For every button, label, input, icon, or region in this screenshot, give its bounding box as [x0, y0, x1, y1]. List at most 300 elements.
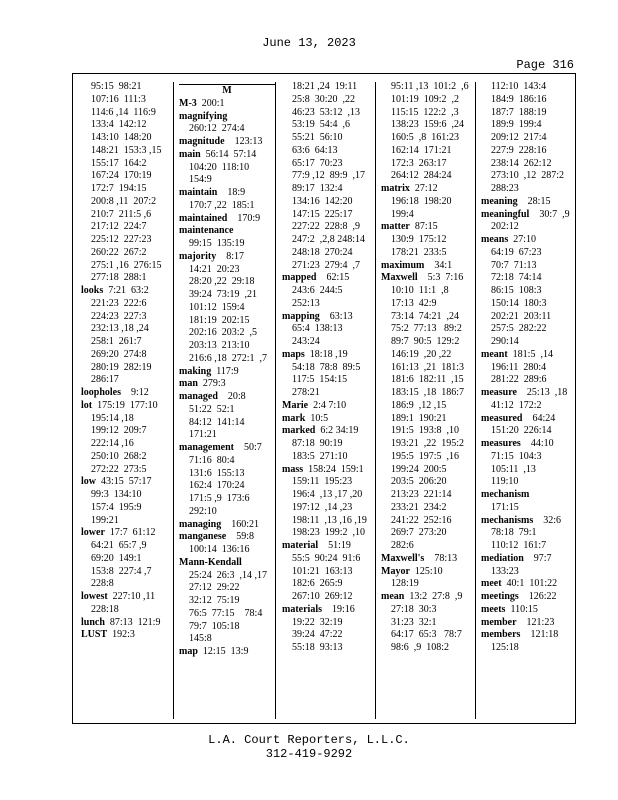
index-term: member	[481, 616, 517, 628]
index-term: lowest	[81, 591, 108, 602]
page-line-refs: 12:15 13:9	[197, 646, 249, 657]
page-line-refs: 25:8 30:20 ,22	[292, 93, 356, 105]
page-line-refs: 115:15 122:2 ,3	[391, 106, 459, 118]
index-entry	[179, 187, 275, 200]
page-line-refs: 202:12	[491, 221, 519, 233]
page-line-refs: 203:13 213:10	[189, 340, 250, 351]
page-line-refs: 213:23 221:14	[391, 489, 452, 500]
page-line-refs: 117:9	[211, 365, 239, 377]
footer-phone: 312-419-9292	[265, 747, 353, 761]
index-entry	[381, 221, 477, 234]
index-entry	[179, 251, 275, 264]
index-entry	[282, 464, 378, 477]
index-term: maintenance	[179, 225, 234, 237]
page-line-refs: 195:14 ,18	[91, 412, 134, 424]
index-entry	[481, 413, 577, 426]
page-line-refs: 17:13 42:9	[391, 297, 437, 309]
page-line-refs: 55:5 90:24 91:6	[292, 552, 361, 564]
index-entry	[381, 566, 477, 579]
column-divider	[275, 82, 276, 719]
index-entry	[381, 553, 477, 566]
index-column-3	[282, 81, 378, 655]
page-line-refs: 217:12 224:7	[91, 221, 147, 233]
page-line-refs: 114:6 ,14 116:9	[91, 106, 156, 118]
page-line-refs: 257:5 282:22	[491, 323, 547, 335]
index-column-5	[481, 81, 577, 655]
index-entry	[481, 591, 577, 604]
index-column-2	[179, 81, 275, 659]
page-line-refs: 195:5 197:5 ,16	[391, 450, 460, 462]
page-line-refs: 209:12 217:4	[491, 132, 547, 143]
page-line-refs: 73:14 74:21 ,24	[391, 310, 460, 322]
page-line-refs: 272:22 273:5	[91, 463, 147, 475]
index-term: man	[179, 378, 198, 390]
page-line-refs: 162:14 171:21	[391, 144, 452, 156]
index-entry	[282, 425, 378, 438]
index-entry	[81, 476, 177, 489]
page-line-refs: 63:6 64:13	[292, 144, 338, 156]
page-line-refs: 192:3	[107, 629, 135, 641]
page-line-refs: 260:12 274:4	[189, 123, 245, 135]
page-line-refs: 43:15 57:17	[96, 476, 152, 488]
page-line-refs: 54:18 78:8 89:5	[292, 361, 361, 373]
index-entry	[81, 629, 177, 642]
page-line-refs: 50:7	[234, 442, 262, 453]
page-line-refs: 87:13 121:9	[104, 616, 161, 628]
page-line-refs: 288:23	[491, 183, 519, 194]
page-line-refs: 187:7 188:19	[491, 106, 547, 118]
page-line-refs: 7:21 63:2	[103, 285, 149, 296]
page-line-refs: 62:15	[316, 272, 350, 284]
page-line-refs: 18:18 ,19	[304, 348, 348, 360]
page-line-refs: 71:16 80:4	[189, 454, 235, 466]
page-line-refs: 95:11 ,13 101:2 ,6	[391, 81, 469, 92]
page-line-refs: 286:17	[91, 374, 119, 386]
page-line-refs: 202:21 203:11	[491, 310, 552, 322]
index-term: maximum	[381, 259, 425, 271]
page-line-refs: 250:10 268:2	[91, 450, 147, 462]
page-line-refs: 28:20 ,22 29:18	[189, 276, 255, 288]
page-line-refs: 186:9 ,12 ,15	[391, 399, 447, 411]
index-column-4	[381, 81, 477, 655]
page-line-refs: 243:24	[292, 336, 320, 347]
page-line-refs: 123:13	[224, 136, 263, 147]
page-line-refs: 197:12 ,14 ,23	[292, 501, 353, 513]
page-line-refs: 199:4	[391, 208, 414, 220]
page-line-refs: 64:17 65:3 78:7	[391, 629, 462, 641]
page-line-refs: 171:15	[491, 501, 519, 513]
page-line-refs: 101:21 163:13	[292, 565, 353, 577]
page-line-refs: 79:7 105:18	[189, 620, 240, 632]
page-line-refs: 178:21 233:5	[391, 246, 447, 258]
index-term: materials	[282, 603, 322, 615]
page-line-refs: 238:14 262:12	[491, 157, 552, 169]
index-term: Mann-Kendall	[179, 556, 242, 568]
page-line-refs: 30:7 ,9	[529, 208, 570, 220]
page-line-refs: 99:3 134:10	[91, 489, 142, 500]
page-line-refs: 55:21 56:10	[292, 132, 343, 143]
index-entry	[179, 391, 275, 404]
page-line-refs: 189:1 190:21	[391, 412, 447, 424]
index-term: main	[179, 148, 201, 160]
page-line-refs: 87:15	[409, 221, 438, 233]
column-divider	[173, 82, 174, 719]
page-line-refs: 71:15 104:3	[491, 450, 542, 462]
page-line-refs: 32:12 75:19	[189, 595, 240, 606]
page-line-refs: 84:12 141:14	[189, 416, 245, 428]
page-line-refs: 95:15 98:21	[91, 81, 142, 92]
index-entry	[81, 400, 177, 413]
page-line-refs: 5:3 7:16	[417, 272, 464, 284]
index-term: manganese	[179, 531, 227, 543]
page-line-refs: 64:19 67:23	[491, 246, 542, 258]
page-line-refs: 117:5 154:15	[292, 374, 348, 386]
index-term: measure	[481, 387, 517, 398]
index-entry	[481, 387, 577, 400]
index-entry	[481, 604, 577, 617]
page-line-refs: 282:6	[391, 540, 414, 551]
index-term: lot	[81, 399, 93, 411]
index-entry	[179, 646, 275, 659]
index-entry	[481, 234, 577, 247]
index-entry	[179, 378, 275, 391]
page-line-refs: 46:23 53:12 ,13	[292, 106, 361, 118]
page-line-refs: 51:19	[318, 540, 351, 551]
index-term: mark	[282, 412, 306, 424]
page-line-refs: 121:23	[516, 616, 555, 628]
page-line-refs: 8:17	[216, 250, 244, 262]
page-line-refs: 65:4 138:13	[292, 323, 343, 335]
index-entry	[481, 515, 577, 528]
footer-company: L.A. Court Reporters, L.L.C.	[208, 733, 410, 747]
page-line-refs: 40:1 101:22	[501, 578, 558, 590]
page-line-refs: 160:21	[221, 518, 260, 530]
page-line-refs: 199:12 209:7	[91, 425, 147, 437]
index-term: maintain	[179, 187, 218, 198]
page-line-refs: 27:18 30:3	[391, 603, 437, 615]
page-line-refs: 51:22 52:1	[189, 403, 235, 415]
page-line-refs: 232:13 ,18 ,24	[91, 323, 149, 335]
page-line-refs: 193:21 ,22 195:2	[391, 438, 465, 449]
page-line-refs: 17:7 61:12	[104, 527, 156, 539]
index-term: Maxwell	[381, 272, 418, 284]
index-term: Maxwell's	[381, 552, 425, 564]
page-line-refs: 13:2 27:8 ,9	[404, 591, 463, 602]
page-line-refs: 167:24 170:19	[91, 170, 152, 182]
page-line-refs: 89:7 90:5 129:2	[391, 336, 460, 347]
page-line-refs: 200:1	[196, 97, 225, 109]
index-entry	[179, 519, 275, 532]
index-entry	[179, 213, 275, 226]
page-line-refs: 101:19 109:2 ,2	[391, 93, 460, 105]
index-term: managing	[179, 518, 222, 530]
index-entry	[481, 489, 577, 502]
page-line-refs: 260:22 267:2	[91, 246, 147, 258]
page-line-refs: 181:19 202:15	[189, 314, 250, 326]
index-entry	[81, 591, 177, 604]
index-term: map	[179, 646, 198, 657]
index-term: mechanisms	[481, 514, 534, 526]
index-term: loopholes	[81, 387, 122, 398]
index-term: making	[179, 365, 212, 377]
index-entry	[179, 442, 275, 455]
page-line-refs: 99:15 135:19	[189, 238, 245, 249]
page-line-refs: 97:7	[523, 552, 552, 564]
index-entry	[481, 196, 577, 209]
index-term: looks	[81, 285, 104, 296]
page-line-refs: 183:5 271:10	[292, 450, 348, 462]
page-line-refs: 228:18	[91, 603, 119, 615]
page-line-refs: 280:19 282:19	[91, 361, 152, 373]
page-line-refs: 148:21 153:3 ,15	[91, 144, 162, 156]
page-line-refs: 77:9 ,12 89:9 ,17	[292, 170, 366, 182]
page-line-refs: 126:22	[518, 591, 557, 602]
index-term: meant	[481, 348, 508, 360]
page-line-refs: 221:23 222:6	[91, 297, 147, 309]
page-line-refs: 107:16 111:3	[91, 93, 146, 105]
page-line-refs: 181:6 182:11 ,15	[391, 374, 464, 386]
page-line-refs: 281:22 289:6	[491, 374, 547, 386]
page-line-refs: 225:12 227:23	[91, 234, 152, 245]
index-entry	[282, 311, 378, 324]
page-line-refs: 189:9 199:4	[491, 119, 542, 131]
page-line-refs: 247:2 ,2,8 248:14	[292, 234, 366, 245]
page-line-refs: 158:24 159:1	[303, 463, 364, 475]
page-line-refs: 224:23 227:3	[91, 310, 147, 322]
index-entry	[481, 209, 577, 222]
page-line-refs: 175:19 177:10	[92, 399, 158, 411]
page-line-refs: 110:12 161:7	[491, 540, 547, 551]
index-term: Marie	[282, 399, 309, 411]
page-line-refs: 267:10 269:12	[292, 591, 353, 602]
page-line-refs: 53:19 54:4 ,6	[292, 119, 351, 131]
index-term: matrix	[381, 183, 410, 194]
page-line-refs: 6:2 34:19	[315, 425, 359, 437]
page-line-refs: 243:6 244:5	[292, 285, 343, 296]
index-term: material	[282, 540, 319, 551]
page-line-refs: 279:3	[197, 378, 226, 390]
page-line-refs: 76:5 77:15 78:4	[189, 607, 263, 619]
page-line-refs: 25:13 ,18	[516, 387, 568, 398]
page-line-refs: 110:15	[505, 603, 538, 615]
page-line-refs: 56:14 57:14	[200, 148, 257, 160]
page-line-refs: 18:9	[217, 187, 246, 198]
page-line-refs: 18:21 ,24 19:11	[292, 81, 358, 92]
page-line-refs: 172:3 263:17	[391, 157, 447, 169]
index-term: meetings	[481, 591, 519, 602]
index-entry	[481, 578, 577, 591]
page-line-refs: 269:20 274:8	[91, 348, 147, 360]
index-term: low	[81, 476, 96, 488]
index-entry	[381, 591, 477, 604]
page-line-refs: 28:15	[517, 195, 551, 207]
page-line-refs: 199:24 200:5	[391, 463, 447, 475]
index-entry	[282, 400, 378, 413]
page-line-refs: 63:13	[319, 310, 353, 322]
page-line-refs: 210:7 211:5 ,6	[91, 208, 152, 220]
page-line-refs: 162:4 170:24	[189, 480, 245, 492]
index-term: meet	[481, 578, 502, 590]
page-line-refs: 19:16	[322, 603, 355, 615]
index-entry	[179, 98, 275, 111]
page-line-refs: 78:13	[424, 552, 458, 564]
page-line-refs: 138:23 159:6 ,24	[391, 119, 465, 131]
page-line-refs: 199:21	[91, 514, 119, 526]
index-term: marked	[282, 425, 316, 437]
section-letter-heading: M	[179, 84, 275, 98]
page-line-refs: 147:15 225:17	[292, 208, 353, 220]
page-line-refs: 196:11 280:4	[491, 361, 547, 373]
page-line-refs: 157:4 195:9	[91, 501, 142, 513]
index-term: meets	[481, 603, 506, 615]
index-entry	[481, 629, 577, 642]
page-line-refs: 216:6 ,18 272:1 ,7	[189, 352, 268, 364]
index-entry	[381, 272, 477, 285]
page-line-refs: 65:17 70:23	[292, 157, 343, 169]
page-line-refs: 104:20 118:10	[189, 161, 250, 173]
index-term: matter	[381, 221, 410, 233]
index-term: magnitude	[179, 136, 225, 147]
page-line-refs: 133:4 142:12	[91, 119, 147, 131]
page-line-refs: 271:23 279:4 ,7	[292, 259, 361, 271]
page-line-refs: 31:23 32:1	[391, 616, 437, 628]
index-entry	[282, 272, 378, 285]
index-entry	[81, 387, 177, 400]
index-entry	[282, 604, 378, 617]
page-line-refs: 171:5 ,9 173:6	[189, 493, 250, 504]
page-line-refs: 10:10 11:1 ,8	[391, 285, 449, 296]
index-entry	[179, 225, 275, 238]
page-line-refs: 227:22 228:8 ,9	[292, 221, 361, 233]
page-line-refs: 227:10 ,11	[107, 591, 156, 602]
index-entry	[282, 349, 378, 362]
index-term: mass	[282, 463, 304, 475]
index-entry	[81, 617, 177, 630]
index-term: means	[481, 234, 509, 245]
page-line-refs: 252:13	[292, 297, 320, 309]
page-line-refs: 258:1 261:7	[91, 336, 142, 347]
page-line-refs: 196:4 ,13 ,17 ,20	[292, 489, 363, 500]
page-line-refs: 10:5	[305, 412, 329, 424]
page-line-refs: 269:7 273:20	[391, 527, 447, 539]
index-term: LUST	[81, 629, 108, 641]
index-term: lunch	[81, 616, 105, 628]
page-line-refs: 233:21 234:2	[391, 501, 447, 513]
page-line-refs: 171:21	[189, 429, 217, 441]
page-line-refs: 125:10	[409, 565, 443, 577]
page-line-refs: 75:2 77:13 89:2	[391, 323, 462, 335]
page-line-refs: 121:18	[520, 629, 559, 641]
index-term: mean	[381, 591, 405, 602]
page-line-refs: 19:22 32:19	[292, 616, 343, 628]
page-line-refs: 275:1 ,16 276:15	[91, 259, 162, 271]
page-line-refs: 155:17 164:2	[91, 157, 147, 169]
index-column-1	[81, 81, 177, 642]
index-term: measured	[481, 412, 523, 424]
page-line-refs: 39:24 47:22	[292, 629, 343, 641]
page-line-refs: 25:24 26:3 ,14 ,17	[189, 569, 268, 581]
page-line-refs: 146:19 ,20 ,22	[391, 348, 452, 360]
page-line-refs: 248:18 270:24	[292, 246, 353, 258]
index-term: mediation	[481, 552, 524, 564]
page-line-refs: 203:5 206:20	[391, 476, 447, 488]
page-line-refs: 27:10	[508, 234, 537, 245]
page-line-refs: 89:17 132:4	[292, 183, 343, 194]
page-line-refs: 41:12 172:2	[491, 399, 542, 411]
index-entry	[81, 285, 177, 298]
page-line-refs: 27:12	[409, 183, 438, 194]
page-line-refs: 86:15 108:3	[491, 285, 542, 296]
index-term: mechanism	[481, 489, 530, 500]
page-line-refs: 78:18 79:1	[491, 527, 537, 539]
index-term: members	[481, 629, 521, 641]
page-line-refs: 64:24	[522, 412, 556, 424]
page-line-refs: 241:22 252:16	[391, 514, 452, 526]
page-line-refs: 154:9	[189, 174, 212, 186]
page-line-refs: 153:8 227:4 ,7	[91, 565, 152, 577]
index-term: measures	[481, 438, 521, 449]
index-entry	[381, 260, 477, 273]
index-term: maintained	[179, 212, 228, 224]
index-entry	[481, 438, 577, 451]
page-line-refs: 278:21	[292, 387, 320, 398]
page-line-refs: 112:10 143:4	[491, 81, 547, 92]
page-line-refs: 228:8	[91, 578, 114, 590]
index-entry	[179, 136, 275, 149]
page-line-refs: 32:6	[533, 514, 562, 526]
page-line-refs: 44:10	[520, 438, 554, 449]
header-date: June 13, 2023	[262, 36, 356, 50]
page-line-refs: 87:18 90:19	[292, 438, 343, 449]
index-entry	[481, 553, 577, 566]
page-line-refs: 182:6 265:9	[292, 578, 343, 590]
page-line-refs: 64:21 65:7 ,9	[91, 540, 147, 551]
column-divider	[375, 82, 376, 719]
page-line-refs: 59:8	[226, 531, 255, 543]
index-entry	[81, 527, 177, 540]
page-line-refs: 191:5 193:8 ,10	[391, 425, 460, 437]
index-term: mapped	[282, 272, 317, 284]
page-line-refs: 20:8	[217, 391, 246, 402]
page-line-refs: 130:9 175:12	[391, 234, 447, 245]
page-line-refs: 183:15 ,18 186:7	[391, 387, 465, 398]
page-line-refs: 198:11 ,13 ,16 ,19	[292, 514, 367, 526]
index-entry	[179, 111, 275, 124]
page-line-refs: 72:18 74:14	[491, 272, 542, 284]
index-entry	[179, 557, 275, 570]
page-line-refs: 292:10	[189, 505, 217, 517]
page-line-refs: 273:10 ,12 287:2	[491, 170, 565, 182]
page-line-refs: 181:5 ,14	[507, 348, 553, 360]
page-line-refs: 172:7 194:15	[91, 183, 147, 194]
index-term: meaning	[481, 195, 518, 207]
index-term: meaningful	[481, 208, 530, 220]
index-entry	[481, 349, 577, 362]
page-line-refs: 105:11 ,13	[491, 463, 536, 475]
page-line-refs: 264:12 284:24	[391, 170, 452, 182]
page-line-refs: 170:7 ,22 185:1	[189, 199, 255, 211]
page-line-refs: 160:5 ,8 161:23	[391, 132, 460, 143]
page-line-refs: 119:10	[491, 476, 519, 488]
index-frame	[72, 73, 576, 724]
page-line-refs: 39:24 73:19 ,21	[189, 289, 258, 300]
index-entry	[481, 617, 577, 630]
page-line-refs: 34:1	[424, 259, 453, 271]
page-line-refs: 14:21 20:23	[189, 263, 240, 275]
page-line-refs: 277:18 288:1	[91, 272, 147, 284]
page-line-refs: 125:18	[491, 642, 519, 653]
page-line-refs: 151:20 226:14	[491, 425, 552, 437]
